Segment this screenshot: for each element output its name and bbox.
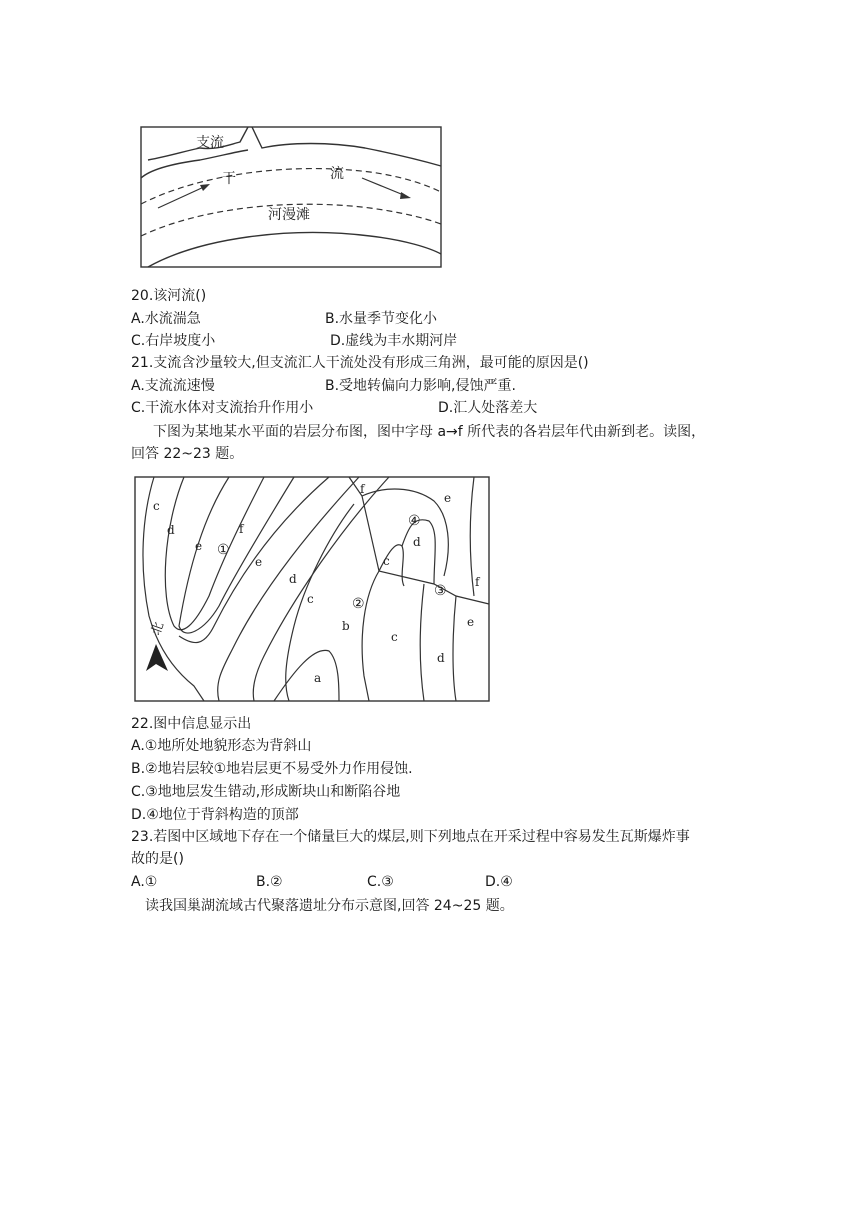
strata-label-e2: e: [255, 555, 263, 569]
strata-label-b: b: [342, 619, 350, 633]
strata-label-c3: c: [383, 554, 390, 568]
q23-stem-line2: 故的是(): [131, 851, 184, 867]
q23-option-a: A.①: [131, 874, 158, 890]
strata-label-d2: d: [289, 572, 297, 586]
strata-label-f1: f: [239, 522, 244, 536]
location-marker-1: ①: [217, 542, 230, 558]
q23-option-c: C.③: [367, 874, 394, 890]
strata-map: [134, 476, 490, 702]
floodplain-label: 河漫滩: [268, 207, 310, 223]
strata-label-c2: c: [307, 592, 314, 606]
location-marker-4: ④: [408, 513, 421, 529]
q23-option-d: D.④: [485, 874, 513, 890]
strata-label-f2: f: [360, 482, 365, 496]
q22-option-d: D.④地位于背斜构造的顶部: [131, 807, 299, 823]
strata-label-c4: c: [391, 630, 398, 644]
q22-option-c: C.③地地层发生错动,形成断块山和断陷谷地: [131, 784, 401, 800]
intro-24: 读我国巢湖流域古代聚落遗址分布示意图,回答 24~25 题。: [145, 898, 514, 914]
q22-option-b: B.②地岩层较①地岩层更不易受外力作用侵蚀.: [131, 761, 413, 777]
main-river-label-right: 流: [330, 166, 344, 182]
q21-stem: 21.支流含沙量较大,但支流汇人干流处没有形成三角洲，最可能的原因是(): [131, 355, 589, 371]
intro-22-line2: 回答 22~23 题。: [131, 446, 244, 462]
strata-label-c1: c: [153, 499, 160, 513]
q20-option-b: B.水量季节变化小: [325, 311, 438, 327]
q22-option-a: A.①地所处地貌形态为背斜山: [131, 738, 312, 754]
q20-option-d: D.虚线为丰水期河岸: [330, 333, 458, 349]
q23-stem-line1: 23.若图中区域地下存在一个储量巨大的煤层,则下列地点在开采过程中容易发生瓦斯爆炸事: [131, 829, 690, 845]
strata-label-d3: d: [413, 535, 421, 549]
q21-option-d: D.汇人处落差大: [438, 400, 538, 416]
strata-label-a: a: [314, 671, 322, 685]
strata-label-e1: e: [195, 539, 203, 553]
q22-stem: 22.图中信息显示出: [131, 716, 252, 732]
strata-label-e4: e: [467, 615, 475, 629]
intro-22-line1: 下图为某地某水平面的岩层分布图，图中字母 a→f 所代表的各岩层年代由新到老。读图，: [153, 424, 706, 440]
q21-option-b: B.受地转偏向力影响,侵蚀严重.: [325, 378, 516, 394]
tributary-label: 支流: [196, 135, 224, 151]
north-label: 北: [148, 620, 168, 638]
q20-stem: 20.该河流(): [131, 288, 207, 304]
q21-option-a: A.支流流速慢: [131, 378, 215, 394]
main-river-label-left: 干: [222, 171, 236, 187]
location-marker-2: ②: [352, 596, 365, 612]
river-diagram: [140, 126, 442, 268]
q21-option-c: C.干流水体对支流抬升作用小: [131, 400, 314, 416]
q20-option-c: C.右岸坡度小: [131, 333, 216, 349]
strata-label-d1: d: [167, 523, 175, 537]
q23-option-b: B.②: [256, 874, 283, 890]
q20-option-a: A.水流湍急: [131, 311, 201, 327]
strata-label-e3: e: [444, 491, 452, 505]
strata-label-f3: f: [475, 575, 480, 589]
location-marker-3: ③: [434, 583, 447, 599]
strata-label-d4: d: [437, 651, 445, 665]
